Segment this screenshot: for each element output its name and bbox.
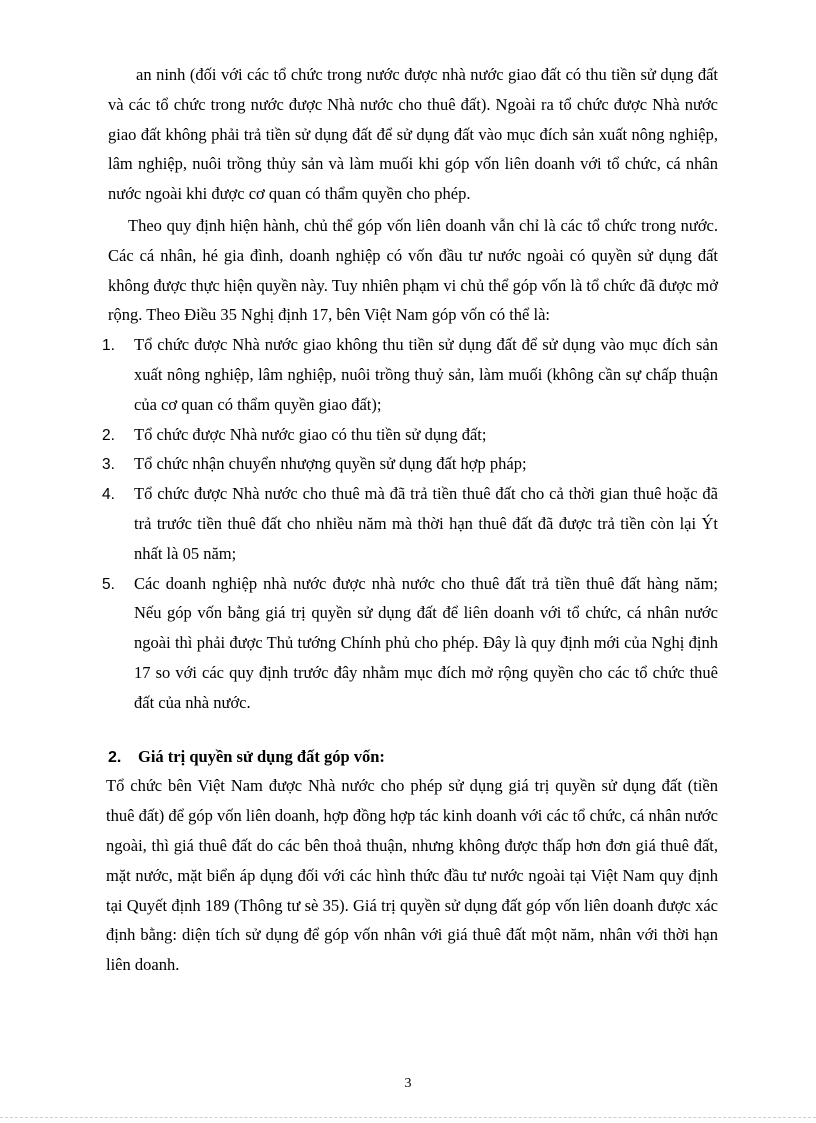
list-item-number: 2. <box>102 426 115 444</box>
eligible-entities-list <box>102 330 718 717</box>
list-item <box>102 420 718 450</box>
section-heading <box>108 742 718 772</box>
list-item-text: Tổ chức được Nhà nước giao có thu tiền sử dụng đất; <box>134 424 487 444</box>
paragraph-current-regulation: Theo quy định hiện hành, chủ thể góp vốn liên doanh vẫn chỉ là các tổ chức trong nước. Các cá nhân, hé gia đình, doanh nghiệp có vốn đầu tư nước ngoài có quyền sử dụng đất không được thực hiện quyền này. Tuy nhiên phạm vi chủ thể góp vốn là tổ chức đã được mở rộng. Theo Điều 35 Nghị định 17, bên Việt Nam góp vốn có thể là: <box>108 215 718 325</box>
section-title: Giá trị quyền sử dụng đất góp vốn: <box>138 746 385 766</box>
list-item-text: Tổ chức nhận chuyển nhượng quyền sử dụng đất hợp pháp; <box>134 454 527 474</box>
list-item <box>102 330 718 419</box>
list-item-number: 4. <box>102 486 115 504</box>
list-item-number: 5. <box>102 575 115 593</box>
page-bottom-rule <box>0 1117 816 1118</box>
section-body: Tổ chức bên Việt Nam được Nhà nước cho phép sử dụng giá trị quyền sử dụng đất (tiền thuê đất) để góp vốn liên doanh, hợp đồng hợp tác kinh doanh với các tổ chức, cá nhân nước ngoài, thì giá thuê đất do các bên thoả thuận, nhưng không được thấp hơn đơn giá thuê đất, mặt nước, mặt biển áp dụng đối với các hình thức đầu tư nước ngoài tại Việt Nam quy định tại Quyết định 189 (Thông tư sè 35). Giá trị quyền sử dụng đất góp vốn liên doanh được xác định bằng: diện tích sử dụng để góp vốn nhân với giá thuê đất một năm, nhân với thời hạn liên doanh. <box>106 776 718 975</box>
section-land-use-value <box>108 742 718 980</box>
list-item-text: Các doanh nghiệp nhà nước được nhà nước cho thuê đất trả tiền thuê đất hàng năm; Nếu góp vốn bằng giá trị quyền sử dụng đất để liên doanh với tổ chức, cá nhân nước ngoài thì phải được Thủ tướng Chính phủ cho phép. Đây là quy định mới của Nghị định 17 so với các quy định trước đây nhằm mục đích mở rộng quyền cho các tổ chức thuê đất của nhà nước. <box>134 573 718 712</box>
paragraph-continuation: an ninh (đối với các tổ chức trong nước được nhà nước giao đất có thu tiền sử dụng đất và các tổ chức trong nước được Nhà nước cho thuê đất). Ngoài ra tổ chức được Nhà nước giao đất không phải trả tiền sử dụng đất để sử dụng đất vào mục đích sản xuất nông nghiệp, lâm nghiệp, nuôi trồng thủy sản và làm muối khi góp vốn liên doanh với tổ chức, cá nhân nước ngoài khi được cơ quan có thẩm quyền cho phép. <box>108 65 718 204</box>
list-item <box>102 449 718 479</box>
section-number: 2. <box>108 748 122 766</box>
list-item <box>102 569 718 718</box>
page-content <box>102 60 718 980</box>
list-item-number: 3. <box>102 456 115 474</box>
list-item <box>102 479 718 568</box>
list-item-text: Tổ chức được Nhà nước giao không thu tiền sử dụng đất để sử dụng vào mục đích sản xuất nông nghiệp, lâm nghiệp, nuôi trồng thuỷ sản, làm muối (không cần sự chấp thuận của cơ quan có thẩm quyền giao đất); <box>134 335 718 414</box>
list-item-number: 1. <box>102 337 115 355</box>
list-item-text: Tổ chức được Nhà nước cho thuê mà đã trả tiền thuê đất cho cả thời gian thuê hoặc đã trả trước tiền thuê đất cho nhiều năm mà thời hạn thuê đất đã được trả tiền còn lại Ýt nhất là 05 năm; <box>134 484 718 563</box>
page-number: 3 <box>404 1076 412 1091</box>
